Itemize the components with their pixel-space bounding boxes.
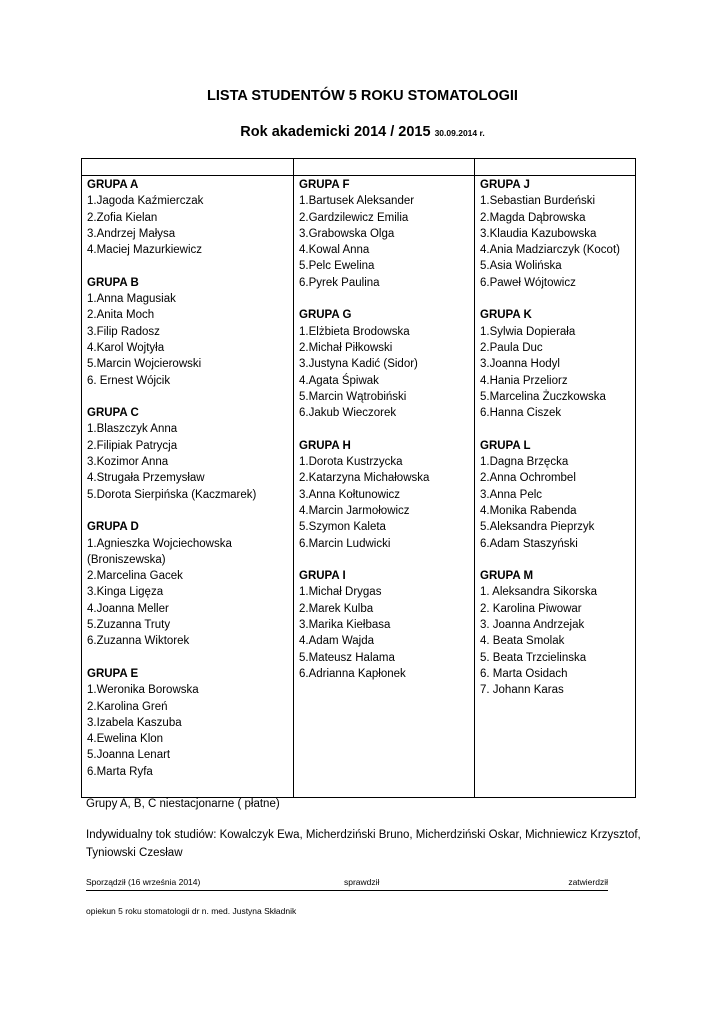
student-name: 3.Marika Kiełbasa (299, 619, 391, 632)
group-block (299, 438, 469, 552)
student-name: 5. Beata Trzcielinska (480, 651, 587, 664)
group-title: GRUPA A (87, 179, 139, 191)
checked-by: sprawdził (344, 877, 380, 887)
group-block (87, 177, 288, 258)
group-block (87, 405, 288, 503)
student-name: 1.Sylwia Dopierała (480, 325, 576, 338)
column-2 (294, 176, 475, 798)
document-date: 30.09.2014 r. (434, 128, 485, 138)
signature-line (86, 877, 608, 891)
student-name: 4.Maciej Mazurkiewicz (87, 244, 203, 257)
student-name: 6. Ernest Wójcik (87, 374, 171, 387)
group-block (480, 307, 630, 421)
student-name: 4.Karol Wojtyła (87, 341, 165, 354)
student-name: 2.Marek Kulba (299, 602, 374, 615)
prepared-by: Sporządził (16 września 2014) (86, 877, 201, 887)
group-block (480, 177, 630, 291)
student-name: 3. Joanna Andrzejak (480, 619, 585, 632)
student-name: 2.Anna Ochrombel (480, 472, 576, 485)
student-name: 5.Dorota Sierpińska (Kaczmarek) (87, 488, 257, 501)
group-title: GRUPA M (480, 570, 534, 583)
student-name: 3.Justyna Kadić (Sidor) (299, 358, 418, 371)
academic-year: Rok akademicki 2014 / 2015 (240, 124, 431, 140)
groups-table (81, 158, 636, 798)
student-name: 4.Kowal Anna (299, 244, 370, 257)
student-name: 1.Michał Drygas (299, 586, 382, 599)
student-name: 5.Zuzanna Truty (87, 619, 171, 632)
student-name: 3.Filip Radosz (87, 325, 160, 338)
student-name: 1.Weronika Borowska (87, 684, 199, 697)
student-name: 2.Gardzilewicz Emilia (299, 211, 409, 224)
group-block (480, 568, 630, 698)
group-block (87, 666, 288, 780)
column-1 (82, 176, 294, 798)
document-title: LISTA STUDENTÓW 5 ROKU STOMATOLOGII (207, 88, 518, 104)
student-name: 6.Zuzanna Wiktorek (87, 635, 190, 648)
student-name: 1.Dorota Kustrzycka (299, 456, 403, 469)
student-name: 2.Zofia Kielan (87, 211, 158, 224)
student-name: 1.Dagna Brzęcka (480, 456, 569, 469)
student-name: 4.Monika Rabenda (480, 504, 577, 517)
individual-study-note: Indywidualny tok studiów: Kowalczyk Ewa, Micherdziński Bruno, Micherdziński Oskar, Michniewicz Krzysztof, Tyniowski Czesław (86, 829, 641, 859)
student-name: 4.Marcin Jarmołowicz (299, 504, 410, 517)
group-block (87, 519, 288, 649)
student-name: 3.Anna Kołtunowicz (299, 488, 401, 501)
year-supervisor: opiekun 5 roku stomatologii dr n. med. Justyna Składnik (86, 906, 297, 916)
student-name: 5.Aleksandra Pieprzyk (480, 521, 595, 534)
student-name: 5.Asia Wolińska (480, 260, 562, 273)
student-name: 6.Hanna Ciszek (480, 407, 562, 420)
student-name: 5.Pelc Ewelina (299, 260, 375, 273)
header-cell (475, 159, 636, 176)
student-name: 2.Marcelina Gacek (87, 570, 183, 583)
student-name: 3.Andrzej Małysa (87, 227, 176, 240)
group-block (480, 438, 630, 552)
group-title: GRUPA E (87, 667, 139, 680)
student-name: 1.Jagoda Kaźmierczak (87, 195, 204, 208)
group-title: GRUPA C (87, 407, 139, 420)
group-block (87, 275, 288, 389)
student-name: 3.Anna Pelc (480, 488, 543, 501)
student-name: 2. Karolina Piwowar (480, 602, 582, 615)
group-title: GRUPA H (299, 439, 351, 452)
group-title: GRUPA K (480, 309, 532, 322)
student-name: 5.Mateusz Halama (299, 651, 395, 664)
student-name: 1.Bartusek Aleksander (299, 195, 415, 208)
header-cell (294, 159, 475, 176)
student-name: 3.Joanna Hodyl (480, 358, 560, 371)
student-name: 1.Blaszczyk Anna (87, 423, 178, 436)
student-name: 2.Paula Duc (480, 341, 543, 354)
student-name: 4.Hania Przeliorz (480, 374, 568, 387)
group-title: GRUPA I (299, 570, 346, 583)
header-row (82, 159, 636, 176)
group-title: GRUPA L (480, 439, 531, 452)
student-name: 1.Anna Magusiak (87, 293, 176, 306)
groups-row (82, 176, 636, 798)
student-name: 3.Grabowska Olga (299, 227, 395, 240)
student-name: 2.Katarzyna Michałowska (299, 472, 430, 485)
student-name: 4.Ewelina Klon (87, 733, 164, 746)
student-name: 2.Filipiak Patrycja (87, 439, 178, 452)
student-name: 1.Sebastian Burdeński (480, 195, 596, 208)
column-3 (475, 176, 636, 798)
academic-year-heading (0, 124, 725, 140)
student-name: 4.Ania Madziarczyk (Kocot) (480, 244, 620, 257)
student-name: 4.Adam Wajda (299, 635, 374, 648)
header-cell (82, 159, 294, 176)
student-name: 6.Adrianna Kapłonek (299, 667, 406, 680)
student-name: 1.Elżbieta Brodowska (299, 325, 410, 338)
student-name: 5.Marcin Wojcierowski (87, 358, 202, 371)
student-name: 6.Pyrek Paulina (299, 276, 380, 289)
group-block (299, 177, 469, 291)
approved-by: zatwierdził (568, 877, 608, 887)
student-name: 2.Karolina Greń (87, 700, 168, 713)
student-name: 1. Aleksandra Sikorska (480, 586, 597, 599)
group-title: GRUPA J (480, 179, 530, 191)
student-name: 5.Joanna Lenart (87, 749, 171, 762)
student-name: 2.Michał Piłkowski (299, 341, 393, 354)
student-name: 6. Marta Osidach (480, 667, 568, 680)
paid-groups-note: Grupy A, B, C niestacjonarne ( płatne) (86, 798, 280, 810)
group-title: GRUPA G (299, 309, 352, 322)
student-name: 3.Izabela Kaszuba (87, 716, 182, 729)
student-name: 4. Beata Smolak (480, 635, 565, 648)
student-name: 5.Marcin Wątrobiński (299, 390, 407, 403)
student-name: 1.Agnieszka Wojciechowska (Broniszewska) (87, 537, 232, 566)
student-name: 6.Jakub Wieczorek (299, 407, 397, 420)
student-name: 6.Marta Ryfa (87, 765, 153, 778)
group-title: GRUPA D (87, 521, 139, 534)
student-name: 4.Agata Śpiwak (299, 374, 379, 387)
group-block (299, 307, 469, 421)
student-name: 3.Kinga Ligęza (87, 586, 164, 599)
group-title: GRUPA B (87, 276, 139, 289)
student-name: 2.Magda Dąbrowska (480, 211, 586, 224)
group-title: GRUPA F (299, 179, 350, 191)
student-name: 6.Adam Staszyński (480, 537, 578, 550)
student-name: 3.Klaudia Kazubowska (480, 227, 597, 240)
group-block (299, 568, 469, 682)
student-name: 2.Anita Moch (87, 309, 155, 322)
student-name: 7. Johann Karas (480, 684, 564, 697)
student-name: 6.Paweł Wójtowicz (480, 276, 576, 289)
student-name: 5.Szymon Kaleta (299, 521, 386, 534)
student-name: 6.Marcin Ludwicki (299, 537, 391, 550)
student-name: 4.Strugała Przemysław (87, 472, 205, 485)
student-name: 3.Kozimor Anna (87, 456, 169, 469)
student-name: 5.Marcelina Żuczkowska (480, 390, 606, 403)
student-name: 4.Joanna Meller (87, 602, 169, 615)
